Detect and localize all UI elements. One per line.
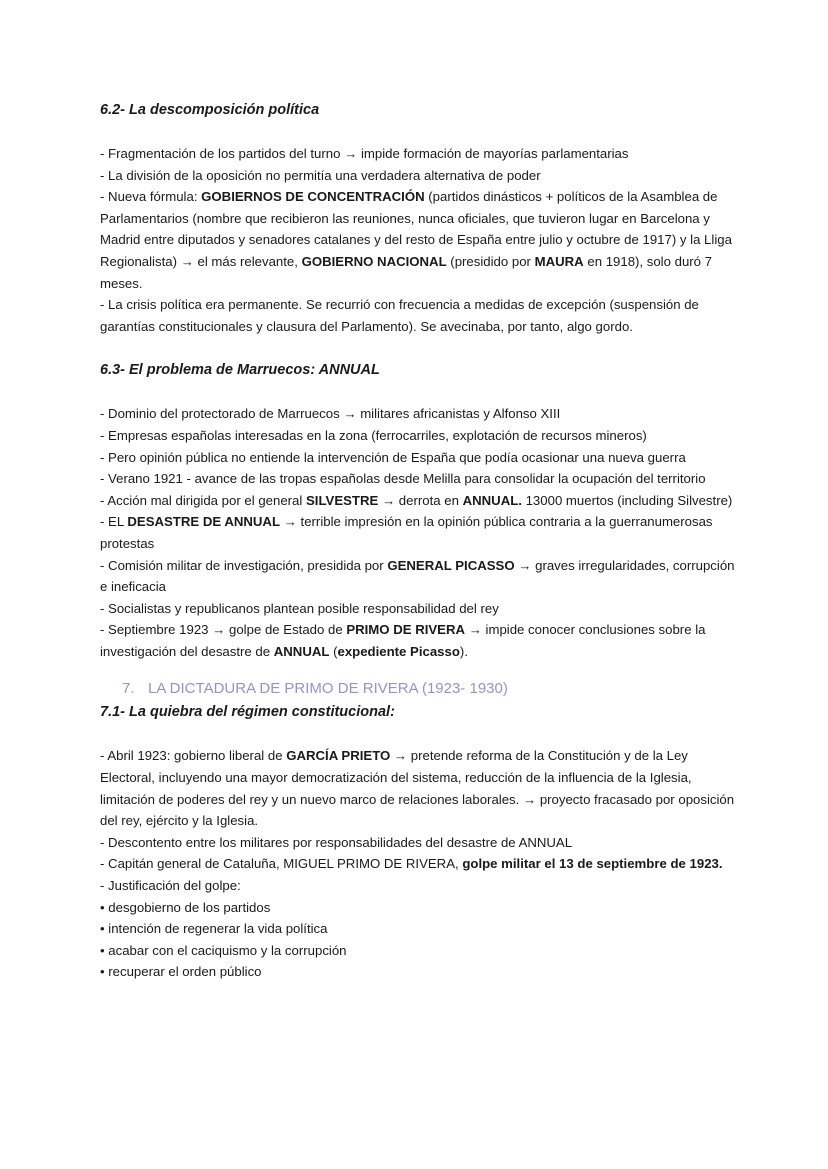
bold-term: expediente Picasso [337, 643, 460, 659]
bold-term: DESASTRE DE ANNUAL [127, 514, 281, 530]
section-7-1-body [100, 745, 740, 896]
bold-term: MAURA [534, 253, 584, 269]
chapter-heading-7 [122, 678, 740, 700]
bold-term: GOBIERNO NACIONAL [301, 253, 447, 269]
paragraph: - Verano 1921 - avance de las tropas españolas desde Melilla para consolidar la ocupación del territorio [100, 471, 706, 487]
paragraph: - La crisis política era permanente. Se recurrió con frecuencia a medidas de excepción (suspensión de garantías constitucionales y clausura del Parlamento). Se avecinaba, por tanto, algo gordo. [100, 297, 699, 334]
paragraph: - Empresas españolas interesadas en la zona (ferrocarriles, explotación de recursos mineros) [100, 427, 647, 443]
section-heading-6-3: 6.3- El problema de Marruecos: ANNUAL [100, 362, 380, 379]
bullet-item: • desgobierno de los partidos [100, 899, 271, 915]
section-heading-7-1: 7.1- La quiebra del régimen constitucional: [100, 704, 395, 721]
bold-term: ANNUAL. [462, 492, 522, 508]
paragraph: - Septiembre 1923 → golpe de Estado de PRIMO DE RIVERA → impide conocer conclusiones sobre la investigación del desastre de ANNUAL (expediente Picasso). [100, 622, 706, 659]
paragraph: - Acción mal dirigida por el general SILVESTRE → derrota en ANNUAL. 13000 muertos (including Silvestre) [100, 492, 733, 508]
bold-term: SILVESTRE [305, 492, 379, 508]
paragraph: - EL DESASTRE DE ANNUAL → terrible impresión en la opinión pública contraria a la guerranumerosas protestas [100, 514, 713, 551]
bullet-item: • recuperar el orden público [100, 964, 262, 980]
bullet-item: • acabar con el caciquismo y la corrupción [100, 942, 347, 958]
section-6-2-body [100, 143, 740, 337]
bold-term: GARCÍA PRIETO [286, 748, 391, 764]
bold-term: GENERAL PICASSO [387, 557, 515, 573]
document-page [100, 98, 740, 983]
bold-term: GOBIERNOS DE CONCENTRACIÓN [201, 189, 425, 205]
justification-bullet-list [100, 897, 740, 983]
paragraph: - Capitán general de Cataluña, MIGUEL PRIMO DE RIVERA, golpe militar el 13 de septiembre de 1923. [100, 856, 723, 872]
paragraph: - Descontento entre los militares por responsabilidades del desastre de ANNUAL [100, 834, 573, 850]
bold-term: golpe militar el 13 de septiembre de 1923. [462, 856, 723, 872]
bold-term: ANNUAL [273, 643, 330, 659]
paragraph: - Dominio del protectorado de Marruecos → militares africanistas y Alfonso XIII [100, 406, 561, 422]
paragraph: - Pero opinión pública no entiende la intervención de España que podía ocasionar una nueva guerra [100, 449, 686, 465]
bullet-item: • intención de regenerar la vida política [100, 921, 328, 937]
section-heading-6-2: 6.2- La descomposición política [100, 102, 320, 118]
section-6-3-body [100, 403, 740, 662]
chapter-title: LA DICTADURA DE PRIMO DE RIVERA (1923- 1930) [148, 680, 508, 698]
bold-term: PRIMO DE RIVERA [346, 622, 466, 638]
paragraph: - Justificación del golpe: [100, 878, 241, 894]
paragraph: - Comisión militar de investigación, presidida por GENERAL PICASSO → graves irregularidades, corrupción e ineficacia [100, 557, 735, 595]
paragraph: - La división de la oposición no permitía una verdadera alternativa de poder [100, 167, 541, 183]
chapter-number: 7. [122, 680, 135, 698]
paragraph: - Nueva fórmula: GOBIERNOS DE CONCENTRACIÓN (partidos dinásticos + políticos de la Asamblea de Parlamentarios (nombre que recibieron las reuniones, nunca oficiales, que tuvieron lugar en Barcelona y Madrid entre diputados y senadores catalanes y del resto de España entre julio y octubre de 1917) y la Lliga Regionalista) → el más relevante, GOBIERNO NACIONAL (presidido por MAURA en 1918), solo duró 7 meses. [100, 189, 732, 291]
paragraph: - Abril 1923: gobierno liberal de GARCÍA PRIETO → pretende reforma de la Constitución y de la Ley Electoral, incluyendo una mayor democratización del sistema, reducción de la influencia de la Iglesia, limitación de poderes del rey y un nuevo marco de relaciones laborales. → proyecto fracasado por oposición del rey, ejército y la Iglesia. [100, 748, 735, 829]
paragraph: - Socialistas y republicanos plantean posible responsabilidad del rey [100, 600, 499, 616]
paragraph: - Fragmentación de los partidos del turno → impide formación de mayorías parlamentarias [100, 146, 629, 161]
